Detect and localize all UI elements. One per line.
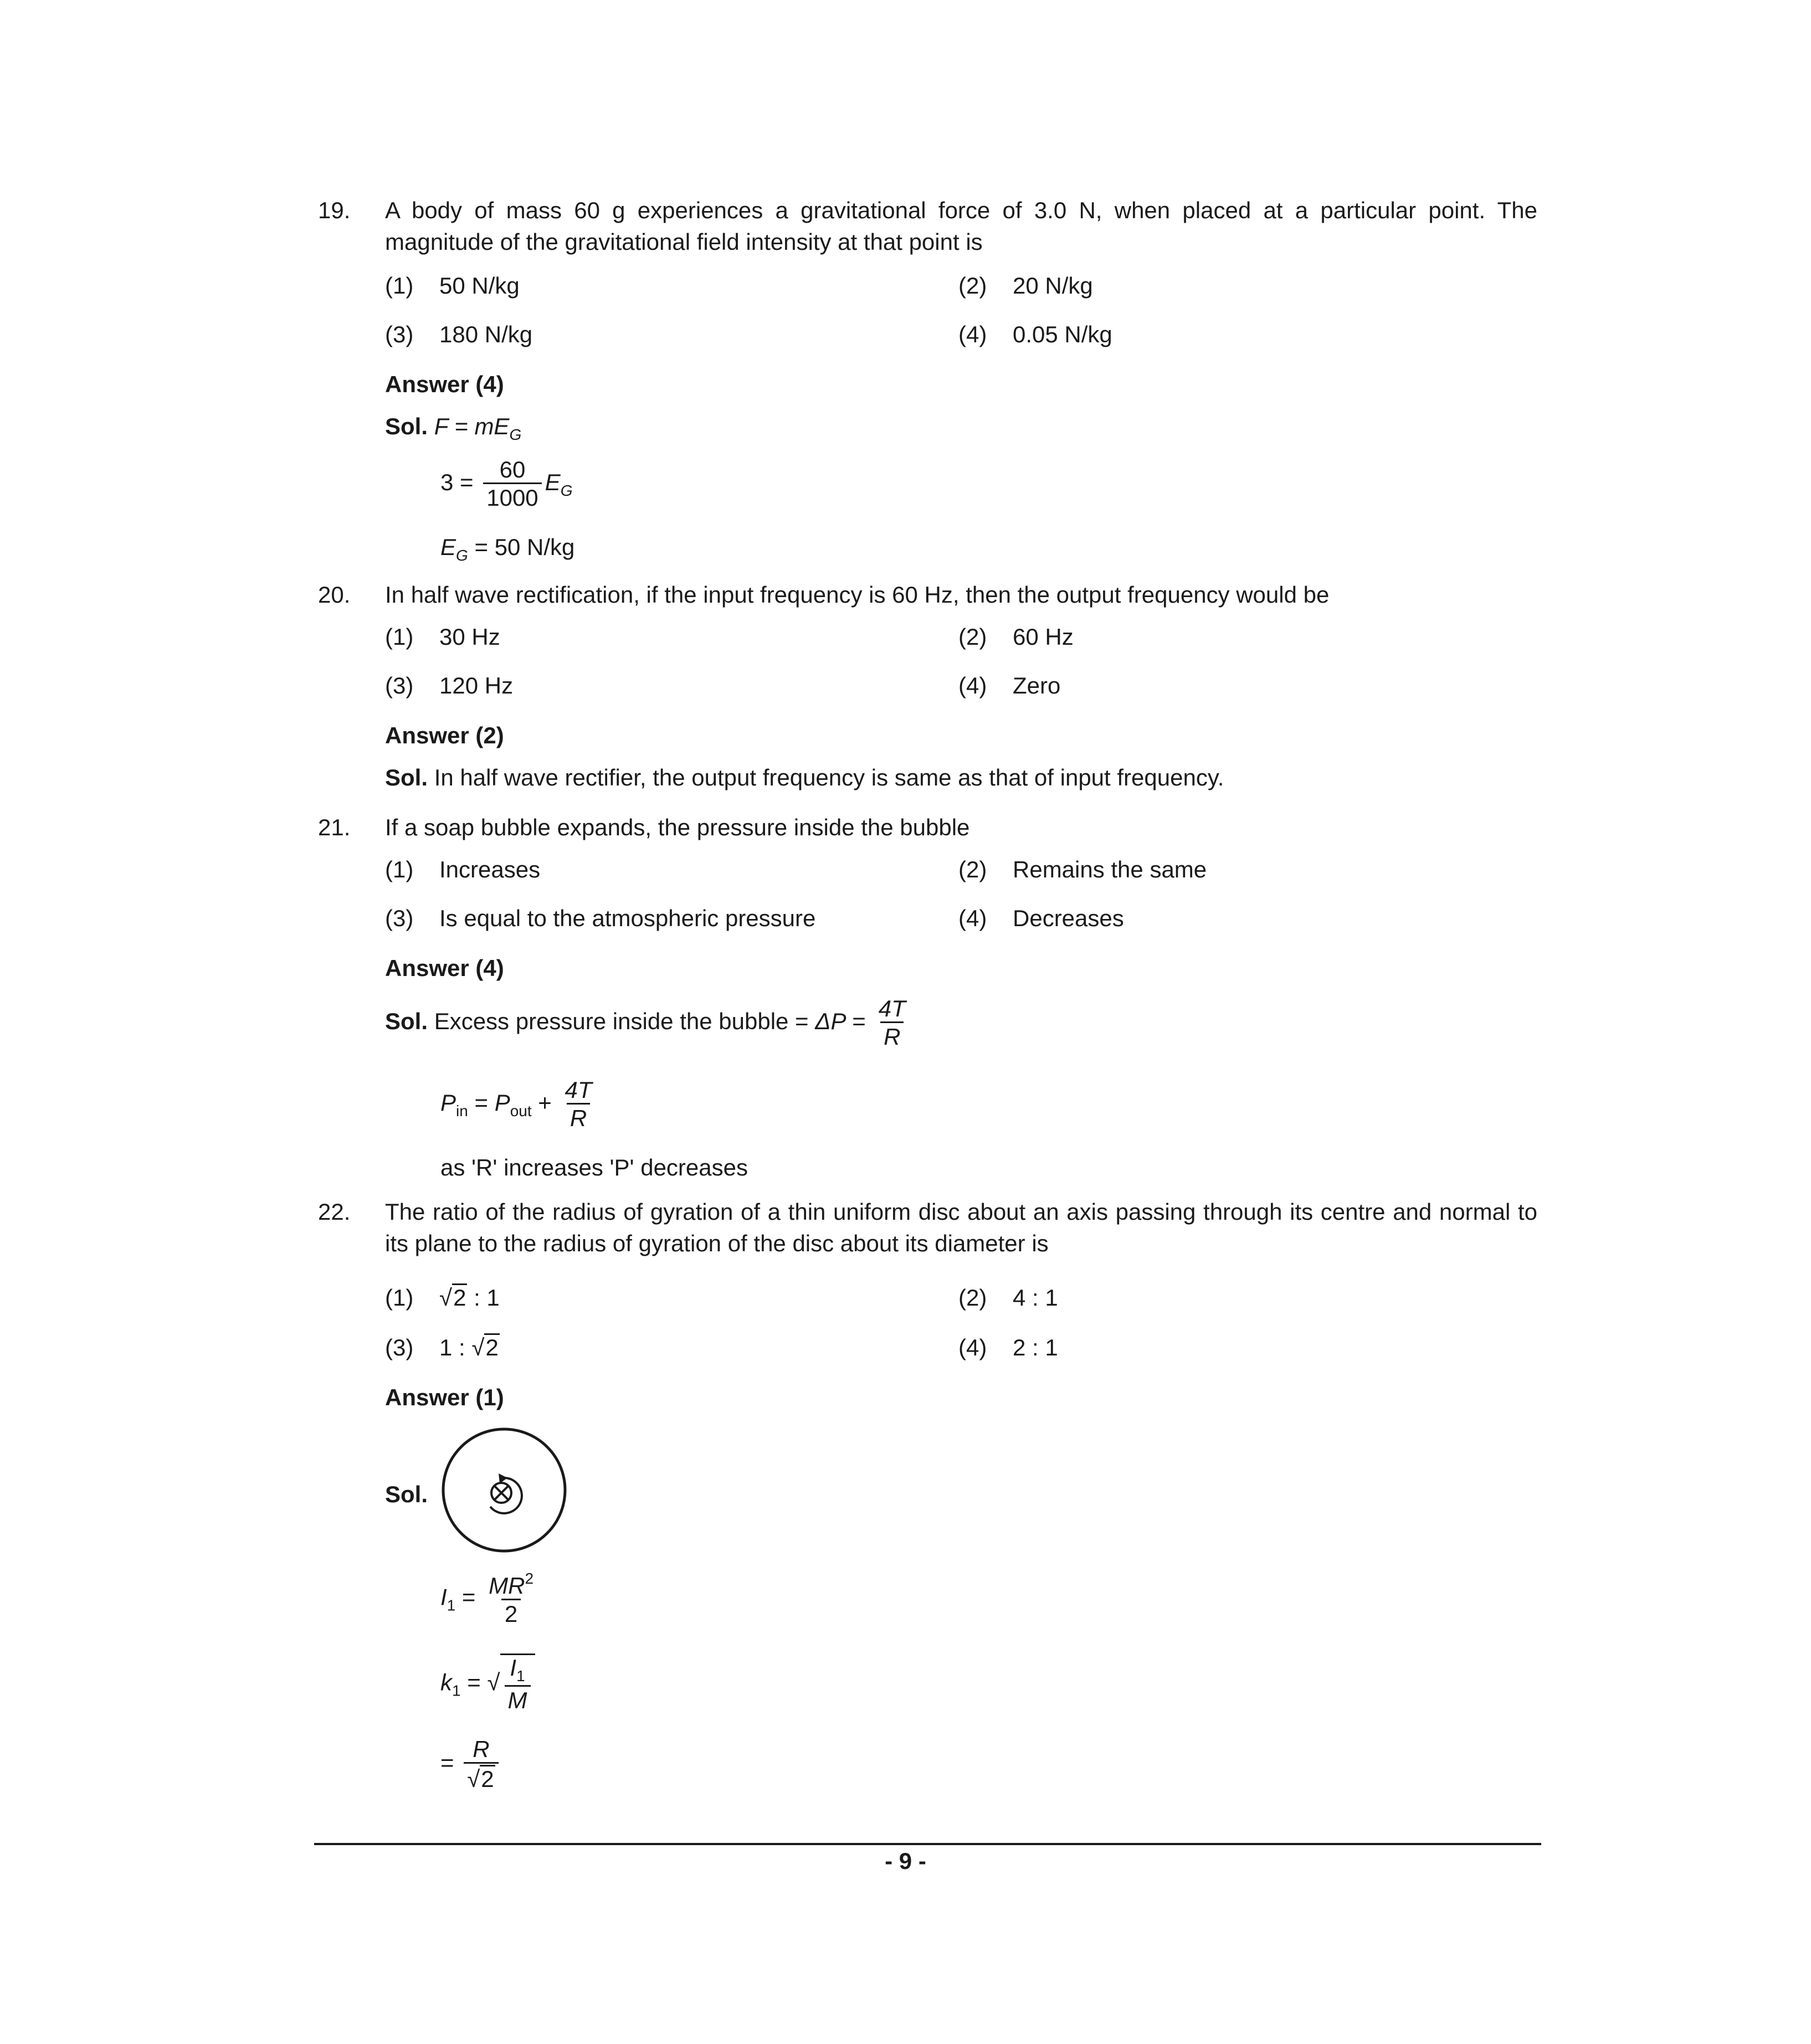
- solution-label: Sol.: [385, 1008, 428, 1034]
- fraction: $\frac{R}{√2}$: [464, 1737, 498, 1792]
- option-1: (1) √2 : 1: [385, 1282, 500, 1314]
- solution-line-2: $k_1$ = √ $\frac{I_1}{M}$: [440, 1653, 535, 1713]
- option-2: (2) 4 : 1: [958, 1285, 1058, 1311]
- page-number: - 9 -: [885, 1848, 926, 1874]
- fraction: $\frac{60}{1000}$: [483, 457, 541, 511]
- solution-line-3: = $\frac{R}{√2}$: [440, 1737, 502, 1792]
- option-3: (3) 180 N/kg: [385, 321, 533, 347]
- option-3: (3) 1 : √2: [385, 1332, 500, 1364]
- answer: Answer (4): [385, 371, 504, 397]
- solution-label: Sol.: [385, 1481, 428, 1507]
- solution-line-3: $E_G = 50$ N/kg: [440, 534, 575, 564]
- question-number: 21.: [318, 814, 351, 840]
- option-4: (4) Zero: [958, 672, 1061, 699]
- sqrt: √2: [439, 1285, 466, 1311]
- solution-line-2: 3 = $\frac{60}{1000}$ $E_G$: [440, 456, 573, 511]
- question-text: If a soap bubble expands, the pressure inside the bubble: [385, 814, 970, 840]
- fraction: $\frac{MR^2}{2}$: [489, 1570, 534, 1627]
- option-2: (2) Remains the same: [958, 856, 1207, 882]
- option-4: (4) 2 : 1: [958, 1334, 1058, 1360]
- option-1: (1) 50 N/kg: [385, 273, 520, 299]
- question-text: In half wave rectification, if the input frequency is 60 Hz, then the output frequency would be: [385, 582, 1330, 608]
- solution-line-2: $P_{in} = P_{out}$ + $\frac{4T}{R}$: [440, 1077, 599, 1131]
- sqrt: √2: [471, 1334, 499, 1360]
- option-4: (4) 0.05 N/kg: [958, 321, 1112, 347]
- solution-label: Sol.: [385, 413, 428, 439]
- disc-diagram: [438, 1424, 571, 1557]
- option-3: (3) Is equal to the atmospheric pressure: [385, 905, 816, 931]
- question-number: 19.: [318, 197, 351, 223]
- option-4: (4) Decreases: [958, 905, 1124, 931]
- fraction: $\frac{4T}{R}$: [565, 1077, 592, 1132]
- solution-line-1: $I_1$ = $\frac{MR^2}{2}$: [440, 1570, 540, 1627]
- question-number: 20.: [318, 582, 351, 608]
- answer: Answer (2): [385, 722, 504, 748]
- question-number: 22.: [318, 1199, 351, 1225]
- option-1: (1) 30 Hz: [385, 624, 500, 650]
- fraction: $\frac{I_1}{M}$: [505, 1655, 531, 1713]
- sqrt: √ $\frac{I_1}{M}$: [487, 1653, 535, 1713]
- answer: Answer (1): [385, 1384, 504, 1410]
- option-2: (2) 60 Hz: [958, 624, 1074, 650]
- question-text: A body of mass 60 g experiences a gravitational force of 3.0 N, when placed at a particular point. The magnitude of the gravitational field intensity at that point is: [385, 197, 1537, 255]
- footer-rule: [314, 1843, 1541, 1845]
- solution-line-1: Sol. Excess pressure inside the bubble = ΔP = $\frac{4T}{R}$: [385, 996, 912, 1050]
- solution-line-1: Sol. $F = mE_G$: [385, 413, 522, 443]
- solution-line-3: as 'R' increases 'P' decreases: [440, 1154, 748, 1180]
- sqrt: √2: [467, 1766, 494, 1793]
- fraction: $\frac{4T}{R}$: [878, 995, 906, 1050]
- solution-label: Sol.: [385, 764, 428, 790]
- solution-line-1: Sol. In half wave rectifier, the output frequency is same as that of input frequency.: [385, 764, 1224, 790]
- option-2: (2) 20 N/kg: [958, 273, 1093, 299]
- option-1: (1) Increases: [385, 856, 541, 882]
- answer: Answer (4): [385, 955, 504, 981]
- option-3: (3) 120 Hz: [385, 672, 514, 699]
- question-text: The ratio of the radius of gyration of a thin uniform disc about an axis passing through its centre and normal to its plane to the radius of gyration of the disc about its diameter is: [385, 1199, 1537, 1256]
